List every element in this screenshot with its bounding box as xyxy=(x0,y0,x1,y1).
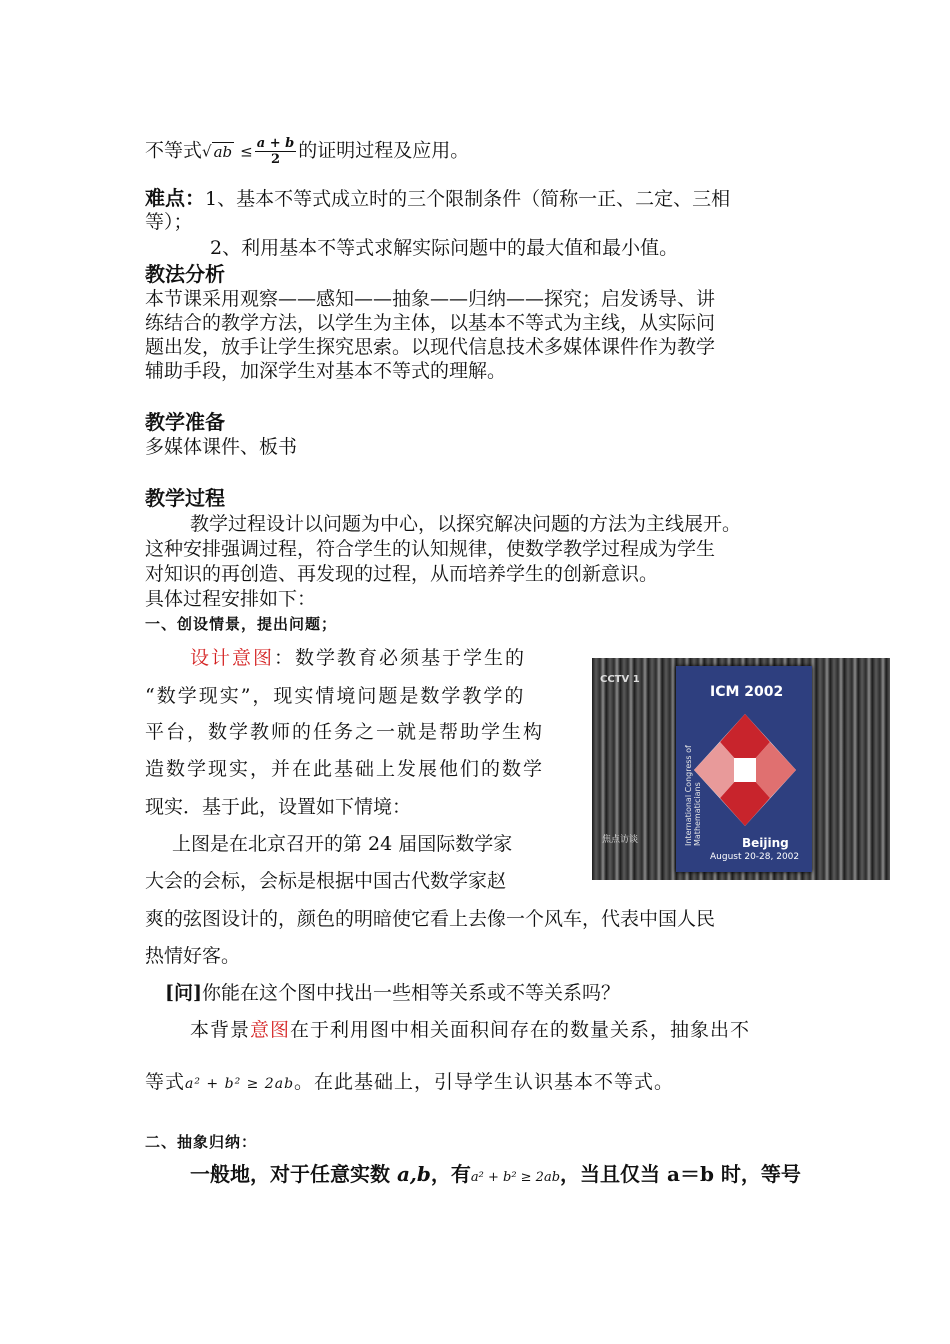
section-title-method: 教法分析 xyxy=(145,262,225,286)
background-intent-line xyxy=(190,1018,750,1042)
frac-numerator: a + b xyxy=(256,136,295,151)
fraction xyxy=(255,136,296,167)
pinwheel-logo-icon xyxy=(690,710,800,830)
difficulty-line-1 xyxy=(145,186,730,211)
intent-line: “数学现实”，现实情境问题是数学教学的 xyxy=(145,685,526,707)
text: 的证明过程及应用。 xyxy=(298,139,470,162)
method-para-line: 题出发，放手让学生探究思索。以现代信息技术多媒体课件作为教学 xyxy=(145,336,716,358)
le-sign: ≤ xyxy=(240,142,253,161)
bg-prefix: 本背景 xyxy=(190,1019,251,1041)
inequality-line xyxy=(145,1070,674,1096)
process-para-line: 教学过程设计以问题为中心，以探究解决问题的方法为主线展开。 xyxy=(190,513,742,535)
method-para-line: 练结合的教学方法，以学生为主体，以基本不等式为主线，从实际问 xyxy=(145,312,716,334)
icm-2002-photo xyxy=(592,658,890,880)
sqrt-ab: ab xyxy=(213,142,233,161)
banner-date: August 20-28, 2002 xyxy=(710,852,800,862)
difficulty-line-1b: 等）； xyxy=(145,211,193,233)
intent-line: 现实．基于此，设置如下情境： xyxy=(145,796,412,818)
intent-text: ：数学教育必须基于学生的 xyxy=(274,647,527,669)
preparation-text: 多媒体课件、板书 xyxy=(145,436,298,458)
bg-suffix: 在于利用图中相关面积间存在的数量关系，抽象出不 xyxy=(290,1019,751,1041)
section-2-title: 二、抽象归纳： xyxy=(145,1133,258,1151)
last-mid: ，有 xyxy=(430,1162,471,1186)
process-para-line: 这种安排强调过程，符合学生的认知规律，使数学教学过程成为学生 xyxy=(145,538,716,560)
cctv-logo: CCTV 1 xyxy=(600,674,640,685)
bg-red: 意图 xyxy=(250,1019,291,1041)
banner-title: ICM 2002 xyxy=(710,684,784,700)
ineq-prefix: 等式 xyxy=(145,1071,186,1093)
difficulty-text-1a: 1、基本不等式成立时的三个限制条件（简称一正、二定、三相 xyxy=(205,188,731,210)
last-prefix: 一般地，对于任意实数 xyxy=(190,1162,397,1186)
banner-side-text: International Congress of Mathematicians xyxy=(684,745,702,846)
ineq-formula: a² + b² ≥ 2ab xyxy=(185,1076,295,1092)
difficulty-line-2: 2、利用基本不等式求解实际问题中的最大值和最小值。 xyxy=(210,237,679,259)
method-para-line: 辅助手段，加深学生对基本不等式的理解。 xyxy=(145,360,507,382)
ineq-suffix: 。在此基础上，引导学生认识基本不等式。 xyxy=(294,1071,675,1093)
section-title-process: 教学过程 xyxy=(145,486,225,510)
text: 不等式 xyxy=(145,139,203,162)
last-suffix: ，当且仅当 a＝b 时，等号 xyxy=(560,1162,801,1186)
question-text: 你能在这个图中找出一些相等关系或不等关系吗？ xyxy=(201,982,620,1004)
icm-para-line: 爽的弦图设计的，颜色的明暗使它看上去像一个风车，代表中国人民 xyxy=(145,908,716,930)
intent-line: 平台，数学教师的任务之一就是帮助学生构 xyxy=(145,721,545,743)
general-statement-line xyxy=(190,1162,801,1190)
intent-label: 设计意图 xyxy=(190,647,275,669)
section-title-preparation: 教学准备 xyxy=(145,410,225,434)
question-label: [问] xyxy=(165,982,202,1004)
program-logo: 焦点访谈 xyxy=(602,835,639,845)
icm-banner xyxy=(676,666,812,872)
icm-para-line: 热情好客。 xyxy=(145,945,241,967)
method-para-line: 本节课采用观察——感知——抽象——归纳——探究；启发诱导、讲 xyxy=(145,288,716,310)
process-para-line: 具体过程安排如下： xyxy=(145,588,317,610)
last-ab: a,b xyxy=(396,1162,431,1186)
last-formula: a² + b² ≥ 2ab xyxy=(470,1170,561,1185)
process-para-line: 对知识的再创造、再发现的过程，从而培养学生的创新意识。 xyxy=(145,563,659,585)
icm-para-line: 上图是在北京召开的第 24 届国际数学家 xyxy=(172,833,513,855)
question-line xyxy=(165,981,620,1005)
banner-city: Beijing xyxy=(742,836,789,850)
frac-denominator: 2 xyxy=(270,152,280,167)
difficulty-label: 难点： xyxy=(145,186,205,210)
icm-para-line: 大会的会标，会标是根据中国古代数学家赵 xyxy=(145,870,507,892)
intent-line-1 xyxy=(190,646,526,670)
formula-line: 不等式√ ab ≤ $\frac{a + b}{2}$ 的证明过程及应用。 xyxy=(145,136,470,167)
section-1-title: 一、创设情景，提出问题； xyxy=(145,615,338,633)
intent-line: 造数学现实，并在此基础上发展他们的数学 xyxy=(145,758,545,780)
